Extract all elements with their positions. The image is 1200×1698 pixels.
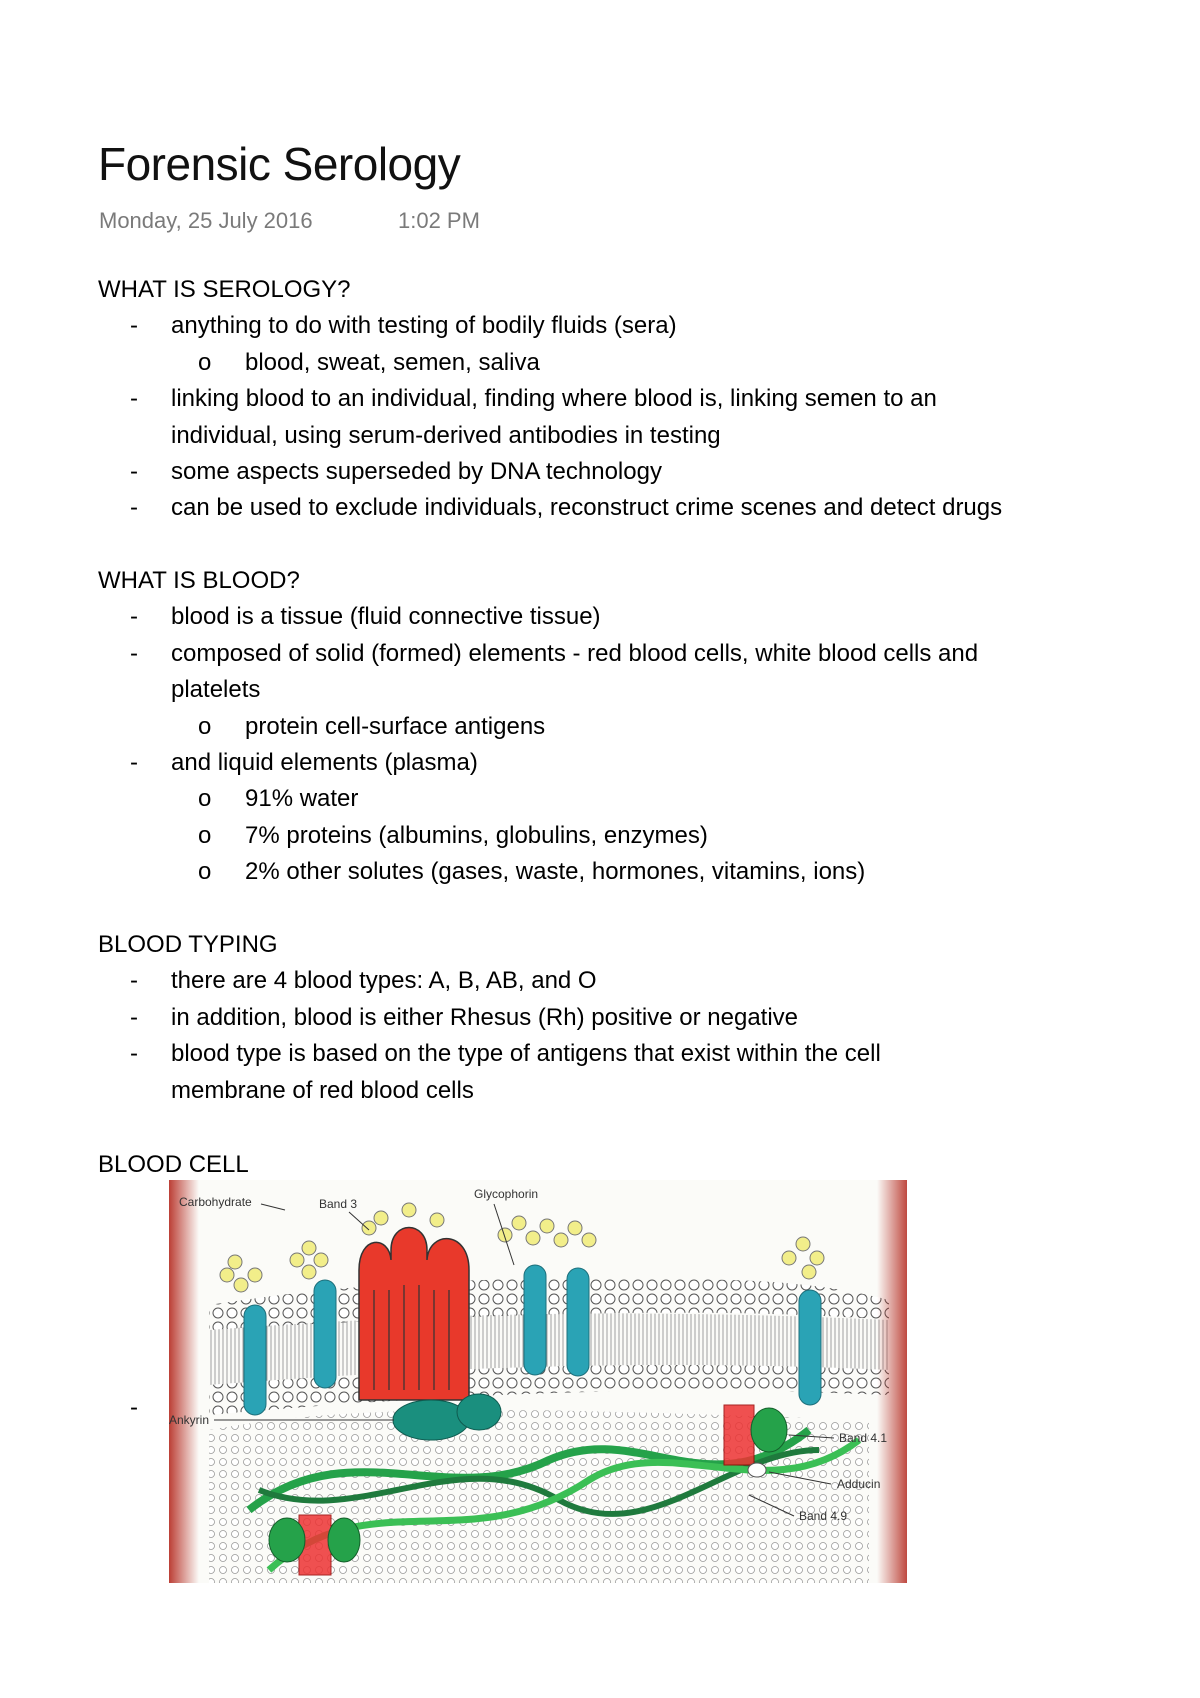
section-blood-cell	[98, 1147, 249, 1183]
note-date: Monday, 25 July 2016	[99, 208, 313, 233]
bullet-text: blood type is based on the type of antigens that exist within the cell	[171, 1040, 881, 1068]
sub-bullet-text: blood, sweat, semen, saliva	[245, 348, 540, 376]
bullet-continuation	[98, 418, 1002, 454]
sub-bullet-text: protein cell-surface antigens	[245, 712, 546, 740]
label-ankyrin: Ankyrin	[169, 1413, 210, 1427]
dash-marker: -	[130, 749, 138, 777]
sub-bullet-item	[98, 345, 1002, 381]
bullet-text: and liquid elements (plasma)	[171, 749, 478, 777]
label-glycophorin: Glycophorin	[474, 1187, 539, 1201]
ankyrin-protein	[457, 1394, 501, 1430]
dash-marker: -	[130, 1003, 138, 1031]
glycophorin-protein	[799, 1290, 821, 1405]
label-band41: Band 4.1	[839, 1431, 888, 1445]
glycophorin-protein	[314, 1280, 336, 1388]
dash-marker: -	[130, 385, 138, 413]
bullet-item	[98, 454, 1002, 490]
bullet-text: there are 4 blood types: A, B, AB, and O	[171, 967, 597, 995]
page-title: Forensic Serology	[98, 138, 461, 190]
carbohydrate-chains	[220, 1203, 824, 1292]
dash-marker: -	[130, 494, 138, 522]
bullet-continuation	[98, 1073, 881, 1109]
bullet-text: can be used to exclude individuals, reconstruct crime scenes and detect drugs	[171, 494, 1003, 522]
bullet-item	[98, 599, 978, 635]
bullet-item	[98, 1000, 881, 1036]
sub-bullet-item	[98, 709, 978, 745]
bullet-item	[98, 963, 881, 999]
circle-marker: o	[198, 712, 212, 740]
band3-protein	[359, 1228, 469, 1401]
glycophorin-protein	[524, 1265, 546, 1375]
label-band3: Band 3	[319, 1197, 358, 1211]
label-band49: Band 4.9	[799, 1509, 848, 1523]
dash-marker: -	[130, 1040, 138, 1068]
dash-marker: -	[130, 639, 138, 667]
section-what-is-blood	[98, 563, 978, 891]
section-heading: BLOOD CELL	[98, 1151, 249, 1178]
bullet-item	[98, 745, 978, 781]
membrane-illustration	[169, 1180, 907, 1583]
adducin-protein	[748, 1463, 766, 1477]
dash-marker: -	[130, 312, 138, 340]
label-adducin: Adducin	[837, 1477, 881, 1491]
bullet-item	[98, 1036, 881, 1072]
sub-bullet-text: 91% water	[245, 785, 359, 813]
sub-bullet-text: 2% other solutes (gases, waste, hormones, vitamins, ions)	[245, 858, 866, 886]
circle-marker: o	[198, 821, 212, 849]
circle-marker: o	[198, 348, 212, 376]
section-heading: WHAT IS BLOOD?	[98, 567, 300, 594]
bullet-item	[98, 381, 1002, 417]
section-heading: WHAT IS SEROLOGY?	[98, 276, 351, 303]
dash-marker: -	[130, 967, 138, 995]
sub-bullet-item	[98, 818, 978, 854]
bullet-text: anything to do with testing of bodily fluids (sera)	[171, 312, 677, 340]
bullet-text: some aspects superseded by DNA technology	[171, 458, 662, 486]
bullet-text: membrane of red blood cells	[171, 1076, 474, 1104]
bullet-item	[98, 308, 1002, 344]
section-heading: BLOOD TYPING	[98, 931, 278, 958]
bullet-text: individual, using serum-derived antibodies in testing	[171, 421, 721, 449]
bullet-item	[98, 636, 978, 672]
bullet-item	[98, 490, 1002, 526]
section-what-is-serology	[98, 272, 1002, 527]
circle-marker: o	[198, 785, 212, 813]
sub-bullet-text: 7% proteins (albumins, globulins, enzymes)	[245, 821, 708, 849]
sub-bullet-item	[98, 854, 978, 890]
dash-marker: -	[130, 1394, 138, 1421]
bullet-text: platelets	[171, 676, 261, 704]
circle-marker: o	[198, 858, 212, 886]
section-blood-typing	[98, 927, 881, 1109]
glycophorin-protein	[567, 1268, 589, 1376]
bullet-text: blood is a tissue (fluid connective tissue)	[171, 603, 601, 631]
note-time: 1:02 PM	[398, 208, 480, 233]
bullet-text: linking blood to an individual, finding where blood is, linking semen to an	[171, 385, 937, 413]
bullet-text: in addition, blood is either Rhesus (Rh) positive or negative	[171, 1003, 799, 1031]
label-carbohydrate: Carbohydrate	[179, 1195, 252, 1209]
dash-marker: -	[130, 458, 138, 486]
bullet-continuation	[98, 672, 978, 708]
ankyrin-protein	[393, 1400, 469, 1440]
bullet-text: composed of solid (formed) elements - red blood cells, white blood cells and	[171, 639, 979, 667]
sub-bullet-item	[98, 781, 978, 817]
blood-cell-membrane-diagram	[169, 1180, 907, 1583]
dash-marker: -	[130, 603, 138, 631]
glycophorin-protein	[244, 1305, 266, 1415]
